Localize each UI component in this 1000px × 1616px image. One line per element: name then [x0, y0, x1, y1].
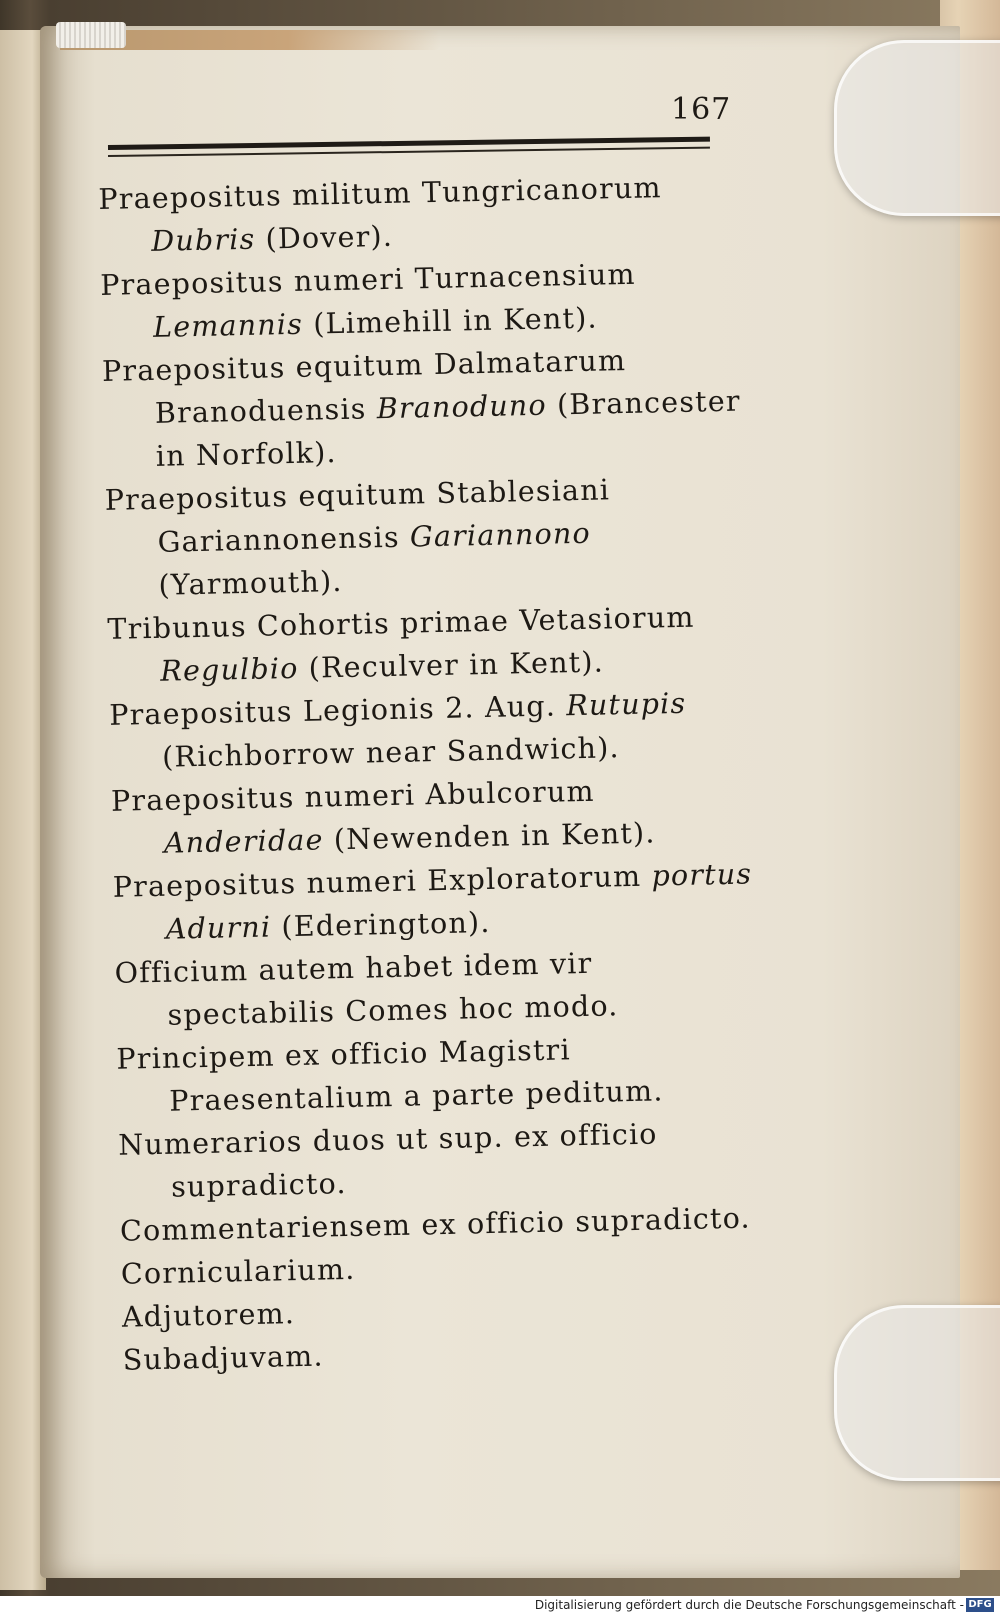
text-entry: Numerarios duos ut sup. ex officio supradicto. [117, 1117, 658, 1204]
dfg-logo: DFG [966, 1598, 994, 1612]
text-entry: Cornicularium. [120, 1252, 356, 1291]
text-entry: Praepositus equitum Dalmatarum Branoduensis Branoduno (Brancester in Norfolk). [101, 343, 741, 473]
bookmark-ribbon [56, 22, 126, 48]
page-body-text [98, 165, 763, 1382]
text-entry: Subadjuvam. [122, 1339, 325, 1377]
funding-notice: Digitalisierung gefördert durch die Deutsche Forschungsgemeinschaft - [534, 1598, 964, 1612]
text-entry: Principem ex officio Magistri Praesentalium a parte peditum. [116, 1033, 664, 1118]
text-entry: Praepositus Legionis 2. Aug. Rutupis (Richborrow near Sandwich). [108, 686, 687, 774]
text-entry: Officium autem habet idem vir spectabilis Comes hoc modo. [114, 946, 619, 1032]
text-entry: Praepositus numeri Turnacensium Lemannis (Limehill in Kent). [99, 257, 637, 344]
text-entry: Praepositus numeri Abulcorum Anderidae (Newenden in Kent). [110, 774, 656, 860]
text-entry: Praepositus equitum Stablesiani Gariannonensis Gariannono (Yarmouth). [104, 473, 611, 602]
glass-clamp-bottom [834, 1305, 1000, 1481]
text-entry: Tribunus Cohortis primae Vetasiorum Regulbio (Reculver in Kent). [107, 600, 695, 688]
text-entry: Praepositus numeri Exploratorum portus Adurni (Ederington). [112, 857, 753, 946]
page-number: 167 [671, 92, 732, 127]
text-entry: Adjutorem. [121, 1297, 296, 1334]
text-entry: Commentariensem ex officio supradicto. [119, 1201, 752, 1248]
glass-clamp-top [834, 40, 1000, 216]
text-entry: Praepositus militum Tungricanorum Dubris (Dover). [98, 171, 663, 258]
